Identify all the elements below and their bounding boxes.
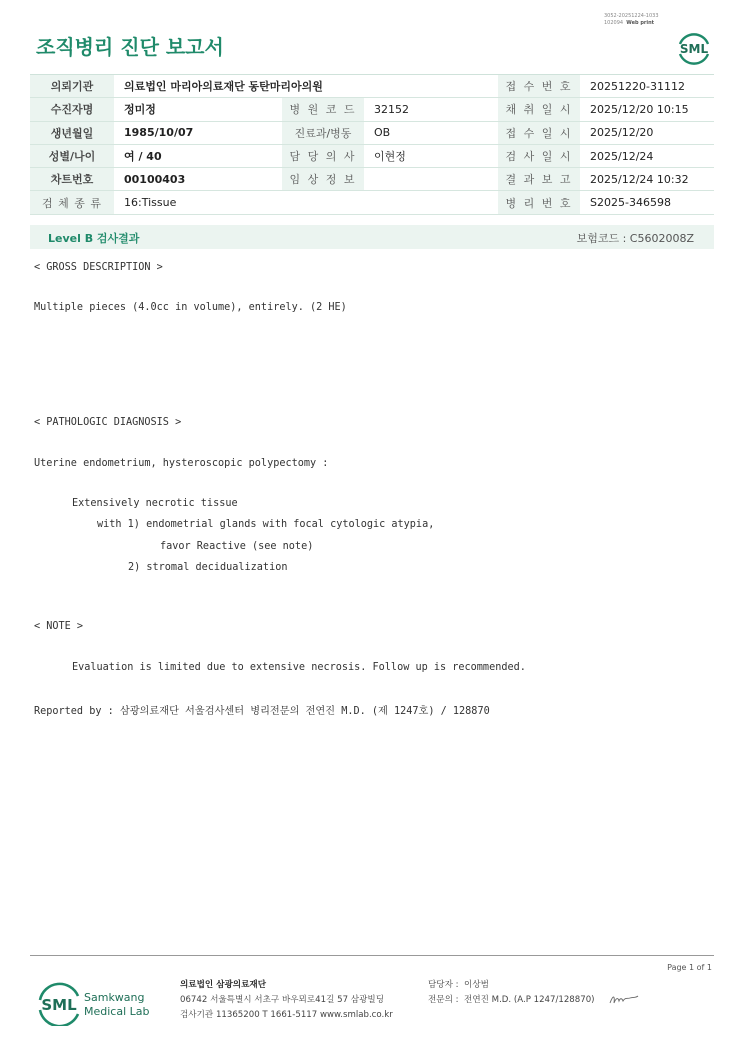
label-receipt-number: 접 수 번 호 xyxy=(498,75,580,98)
label-patient-name: 수진자명 xyxy=(30,98,114,121)
value-receipt-date: 2025/12/20 xyxy=(580,121,714,144)
footer-staff-info xyxy=(428,978,595,1008)
specialist-label: 전문의 : xyxy=(428,995,459,1005)
label-department: 진료과/병동 xyxy=(282,121,364,144)
table-row xyxy=(30,75,714,98)
table-row xyxy=(30,168,714,191)
value-department: OB xyxy=(364,121,498,144)
value-patient-name: 정미정 xyxy=(114,98,282,121)
footer-org: 의료법인 삼광의료재단 xyxy=(180,980,267,990)
footer-divider xyxy=(30,955,714,956)
diagnosis-line-4: favor Reactive (see note) xyxy=(160,541,314,552)
gross-text: Multiple pieces (4.0cc in volume), entirely. (2 HE) xyxy=(34,302,347,313)
value-collection-time: 2025/12/20 10:15 xyxy=(580,98,714,121)
print-code-line2 xyxy=(604,20,659,27)
samkwang-logo-icon xyxy=(36,980,154,1026)
value-requesting-institution: 의료법인 마리아의료재단 동탄마리아의원 xyxy=(114,75,498,98)
table-row xyxy=(30,121,714,144)
label-chart-number: 차트번호 xyxy=(30,168,114,191)
print-code xyxy=(604,13,659,27)
value-receipt-number: 20251220-31112 xyxy=(580,75,714,98)
footer-org-info xyxy=(180,978,393,1023)
diagnosis-line-1: Uterine endometrium, hysteroscopic polypectomy : xyxy=(34,458,329,469)
table-row xyxy=(30,144,714,167)
footer-contact: 검사기관 11365200 T 1661-5117 www.smlab.co.kr xyxy=(180,1010,393,1020)
value-birth-date: 1985/10/07 xyxy=(114,121,282,144)
footer-address: 06742 서울특별시 서초구 바우뫼로41길 57 삼광빌딩 xyxy=(180,995,384,1005)
diagnosis-line-2: Extensively necrotic tissue xyxy=(72,498,238,509)
label-clinical-info: 임 상 정 보 xyxy=(282,168,364,191)
label-physician: 담 당 의 사 xyxy=(282,144,364,167)
table-row xyxy=(30,98,714,121)
signature-icon xyxy=(608,993,640,1007)
note-text: Evaluation is limited due to extensive necrosis. Follow up is recommended. xyxy=(72,662,526,673)
diagnosis-line-3: with 1) endometrial glands with focal cytologic atypia, xyxy=(97,519,435,530)
level-bar xyxy=(30,225,714,249)
print-code-line1: 3052-20251224-1033 xyxy=(604,13,659,19)
print-code-number: 102094 xyxy=(604,20,624,26)
insurance-code: 보험코드 : C5602008Z xyxy=(576,232,694,245)
value-physician: 이현정 xyxy=(364,144,498,167)
web-print-label: Web print xyxy=(626,20,655,26)
footer-logo-line2: Medical Lab xyxy=(84,1005,150,1018)
manager-label: 담당자 : xyxy=(428,980,459,990)
value-sex-age: 여 / 40 xyxy=(114,144,282,167)
value-specimen-type: 16:Tissue xyxy=(114,191,498,214)
page-number: Page 1 of 1 xyxy=(667,963,712,972)
level-result-label: Level B 검사결과 xyxy=(48,232,140,245)
footer-logo-line1: Samkwang xyxy=(84,991,145,1004)
sml-logo-icon xyxy=(674,26,714,66)
report-title: 조직병리 진단 보고서 xyxy=(36,35,224,59)
value-pathology-number: S2025-346598 xyxy=(580,191,714,214)
label-receipt-date: 접 수 일 시 xyxy=(498,121,580,144)
footer-logo-sml: SML xyxy=(41,996,77,1014)
value-result-report: 2025/12/24 10:32 xyxy=(580,168,714,191)
reported-by: Reported by : 삼광의료재단 서울검사센터 병리전문의 전연진 M.D. (제 1247호) / 128870 xyxy=(34,706,490,717)
value-clinical-info xyxy=(364,168,498,191)
diagnosis-heading: < PATHOLOGIC DIAGNOSIS > xyxy=(34,417,182,428)
label-requesting-institution: 의뢰기관 xyxy=(30,75,114,98)
label-exam-date: 검 사 일 시 xyxy=(498,144,580,167)
label-specimen-type: 검 체 종 류 xyxy=(30,191,114,214)
table-row xyxy=(30,191,714,214)
value-hospital-code: 32152 xyxy=(364,98,498,121)
specialist-name: 전연진 M.D. (A.P 1247/128870) xyxy=(464,995,595,1005)
diagnosis-line-5: 2) stromal decidualization xyxy=(128,562,288,573)
label-hospital-code: 병 원 코 드 xyxy=(282,98,364,121)
value-chart-number: 00100403 xyxy=(114,168,282,191)
label-sex-age: 성별/나이 xyxy=(30,144,114,167)
label-result-report: 결 과 보 고 xyxy=(498,168,580,191)
logo-text: SML xyxy=(679,42,709,56)
patient-info-table xyxy=(30,74,714,215)
gross-heading: < GROSS DESCRIPTION > xyxy=(34,262,163,273)
manager-name: 이상범 xyxy=(464,980,489,990)
label-birth-date: 생년월일 xyxy=(30,121,114,144)
label-collection-time: 채 취 일 시 xyxy=(498,98,580,121)
value-exam-date: 2025/12/24 xyxy=(580,144,714,167)
label-pathology-number: 병 리 번 호 xyxy=(498,191,580,214)
note-heading: < NOTE > xyxy=(34,621,84,632)
